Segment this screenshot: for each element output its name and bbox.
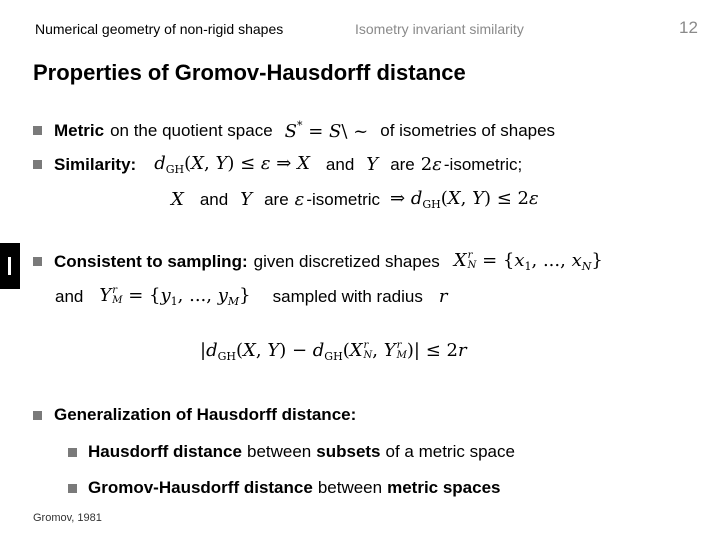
similarity-line-2 (171, 188, 539, 211)
consistent-line-2 (55, 285, 447, 308)
bullet-square-icon (68, 484, 77, 493)
sub2-bold1: Gromov-Hausdorff distance (88, 478, 313, 497)
similarity-are-1: are (390, 154, 415, 174)
sample-y-formula: Y r M = {$y_1$, ..., $y_M$} (99, 285, 251, 308)
similarity-suffix-2: -isometric (306, 189, 381, 209)
bullet-square-icon (33, 411, 42, 420)
sub1-text2: of a metric space (385, 442, 515, 461)
similarity-and-1: and (325, 154, 355, 174)
slide-title: Properties of Gromov-Hausdorff distance (33, 60, 466, 85)
radius-r: r (438, 286, 448, 307)
similarity-y-1: Y (366, 154, 379, 175)
similarity-2eps: 2ε (420, 154, 442, 175)
sub1-bold1: Hausdorff distance (88, 442, 242, 461)
metric-label: Metric (54, 120, 105, 140)
bullet-consistent (33, 250, 603, 273)
bullet-square-icon (33, 126, 42, 135)
page-number: 12 (679, 18, 698, 37)
sub-bullet-gromov-hausdorff (68, 478, 501, 498)
sub1-text1: between (246, 442, 312, 461)
similarity-y-2: Y (240, 189, 253, 210)
bullet-metric (33, 119, 555, 142)
header-course: Numerical geometry of non-rigid shapes (35, 21, 284, 37)
bullet-square-icon (33, 160, 42, 169)
similarity-x-2: X (171, 189, 184, 210)
similarity-formula-1: $d_{GH}(X$, Y) ≤ ε ⇒ X (154, 153, 310, 176)
consistent-and: and (55, 286, 84, 306)
consistent-label: Consistent to sampling: (54, 251, 248, 271)
consistent-text: given discretized shapes (253, 251, 440, 271)
sub-bullet-hausdorff (68, 442, 515, 462)
consistency-equation: $|d_{GH}(X$, $Y) - d_{GH}(X$ r N , Y r M )| ≤ 2r (200, 340, 467, 363)
sub1-bold2: subsets (316, 442, 381, 461)
similarity-formula-2: ⇒ $d_{GH}(X$, Y) ≤ 2ε (390, 188, 539, 211)
metric-suffix: of isometries of shapes (380, 120, 556, 140)
citation-footnote: Gromov, 1981 (33, 512, 102, 524)
bullet-generalization (33, 405, 356, 425)
sub2-text1: between (317, 478, 383, 497)
bullet-square-icon (33, 257, 42, 266)
sidebar-marker-bar (8, 257, 11, 275)
sample-x-formula: X r N = {$x_1$, ..., $x_N$} (453, 250, 603, 273)
consistent-radius-text: sampled with radius (272, 286, 423, 306)
similarity-label: Similarity: (54, 154, 137, 174)
metric-text: on the quotient space (110, 120, 273, 140)
bullet-square-icon (68, 448, 77, 457)
sub2-bold2: metric spaces (387, 478, 501, 497)
quotient-space-formula: S* = S\ ~ (284, 119, 369, 142)
header-section: Isometry invariant similarity (355, 21, 524, 37)
generalization-label: Generalization of Hausdorff distance: (54, 405, 357, 424)
sidebar-marker (0, 243, 20, 289)
bullet-similarity (33, 153, 522, 176)
similarity-suffix-1: -isometric; (443, 154, 523, 174)
similarity-are-2: are (264, 189, 289, 209)
similarity-eps: ε (294, 189, 305, 210)
similarity-and-2: and (199, 189, 229, 209)
